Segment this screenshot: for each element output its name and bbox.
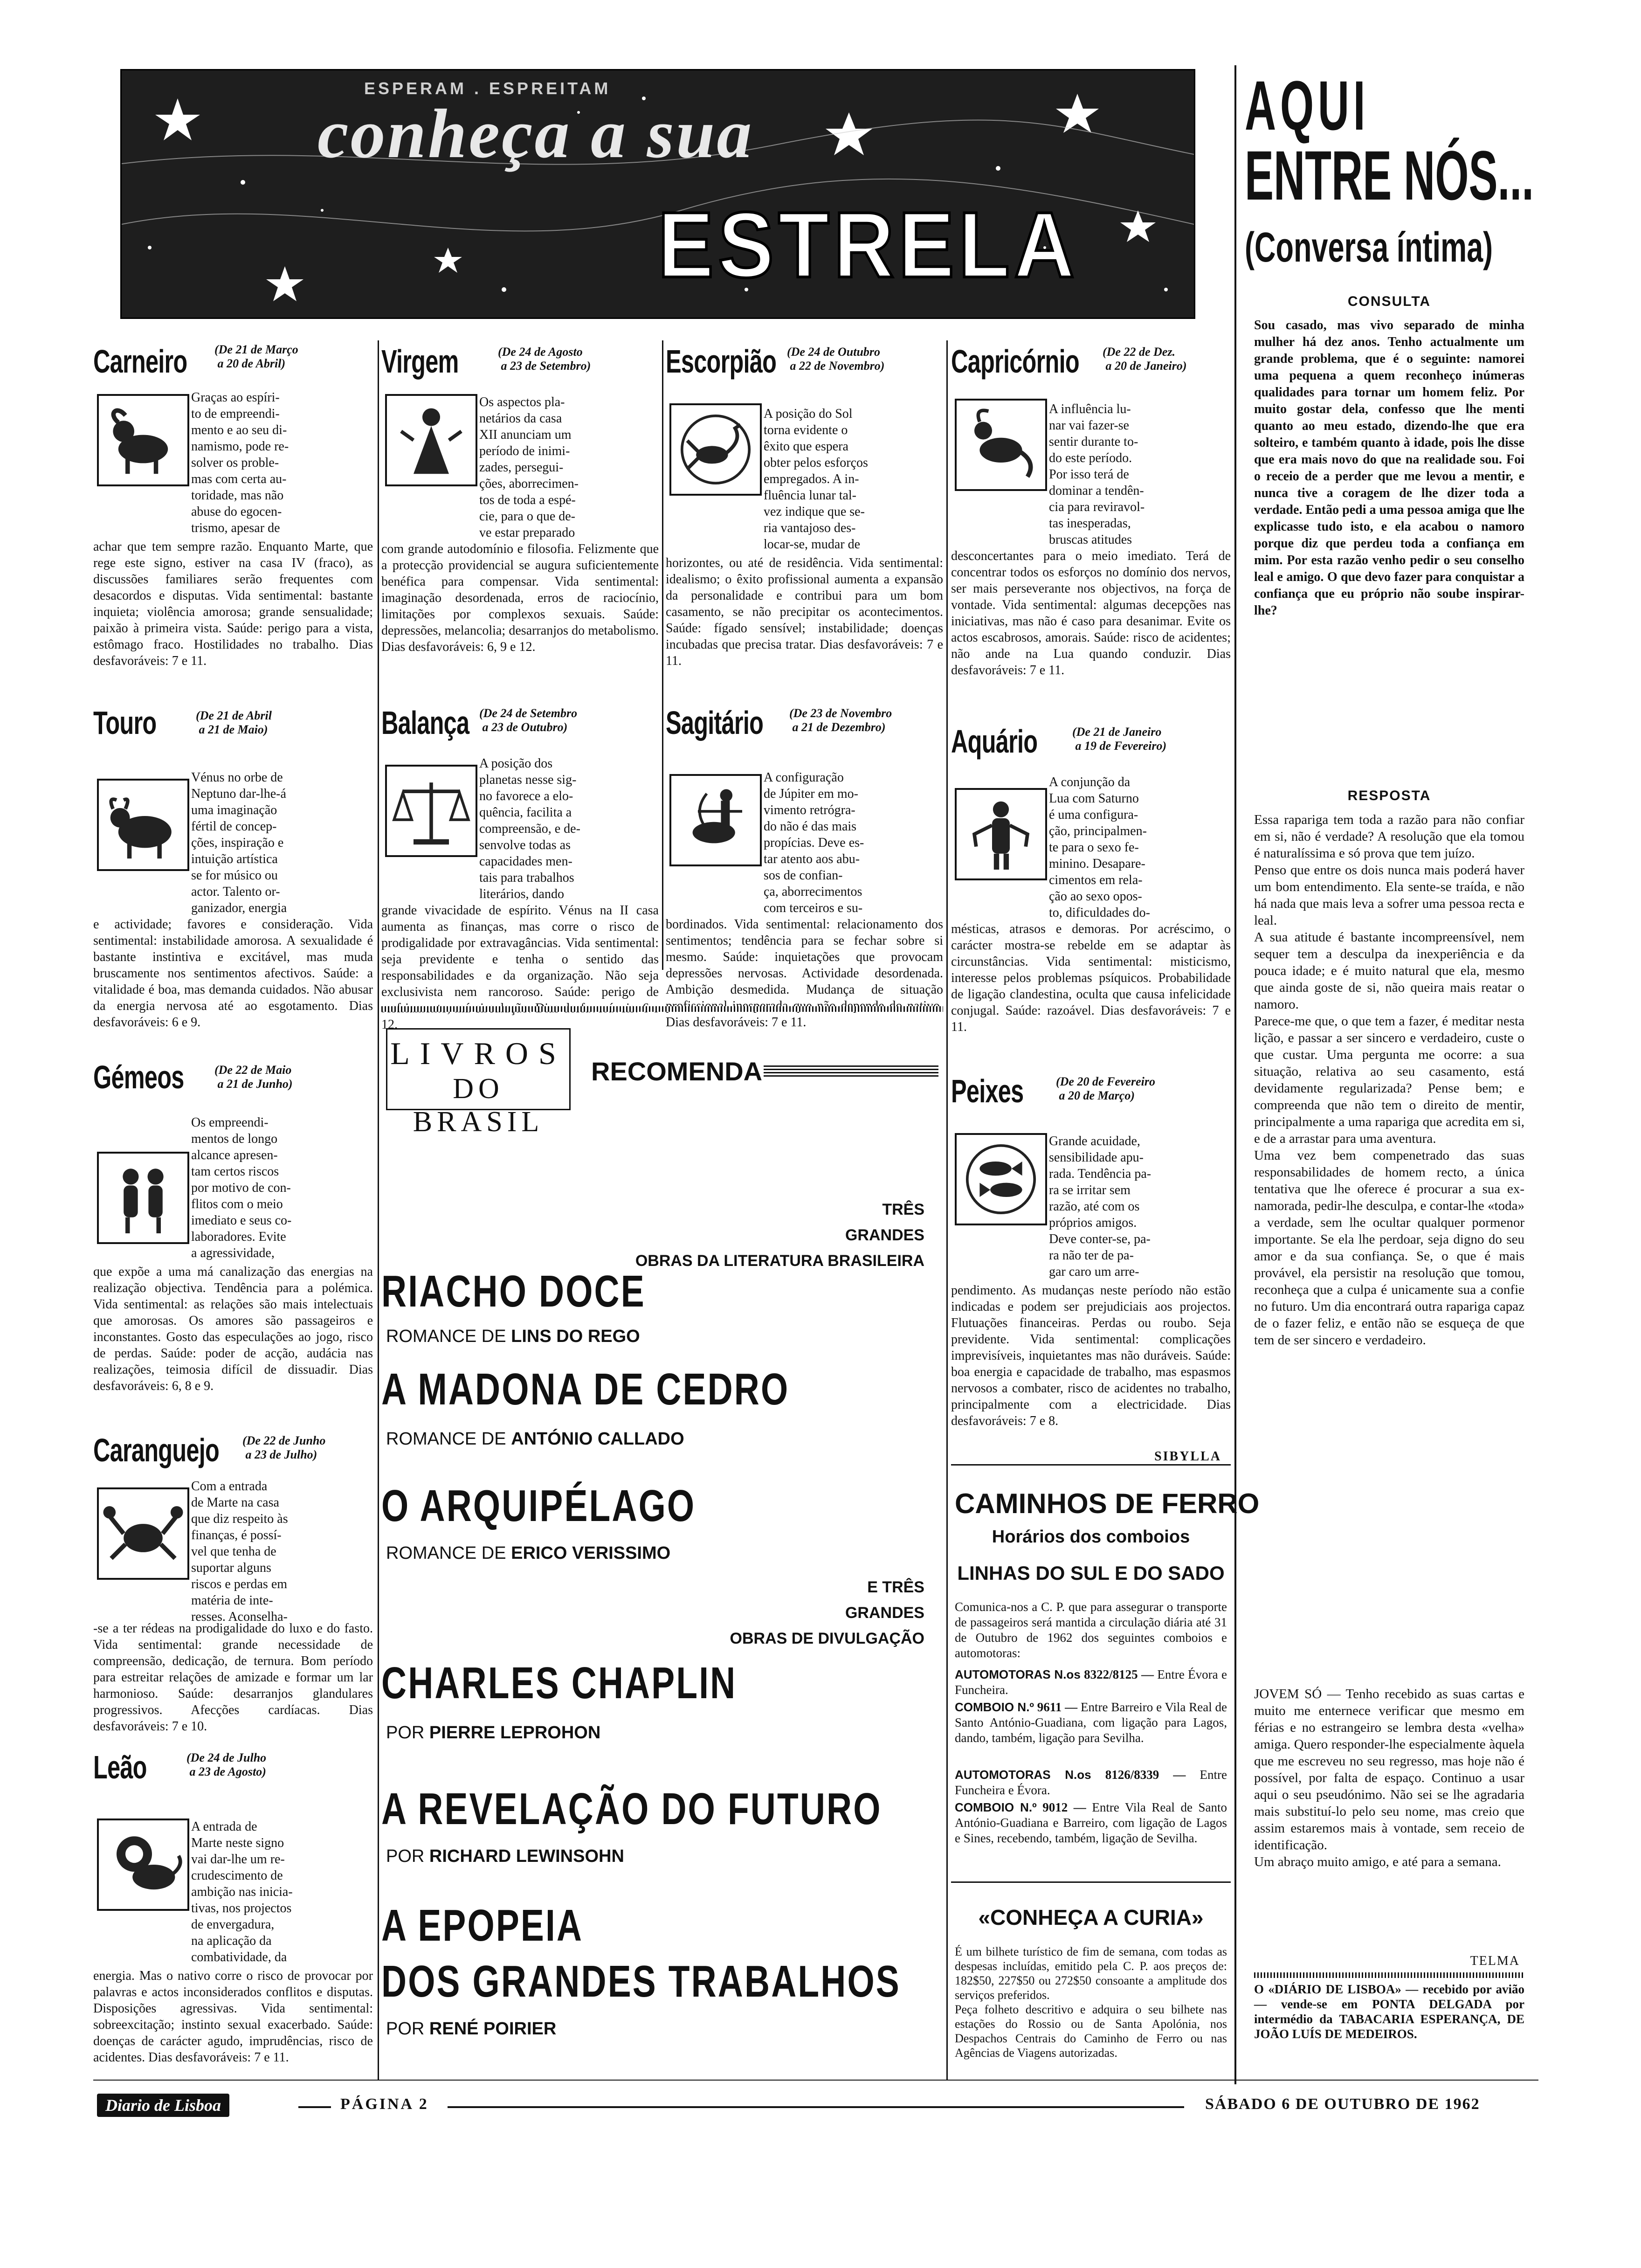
- book-title: CHARLES CHAPLIN: [381, 1658, 737, 1708]
- book-byline: [386, 1723, 600, 1743]
- book-byline: [386, 1543, 670, 1563]
- footer-masthead: Diario de Lisboa: [97, 2094, 229, 2117]
- books-logo: [386, 1028, 571, 1138]
- sign-text-full: pendimento. As mudanças neste período não estão indicadas e podem ser prejudiciais aos projectos. Flutuações financeiras. Perdas ou roubo. Seja previdente. Vida sentimental: complicações imprevisíveis, inquietantes mas não duráveis. Saúde: boa energia e capacidade de trabalho, mas espasmos nervosos a combater, risco de acidentes no trabalho, principalmente com a electricidade. Dias desfavoráveis: 7 e 8.: [951, 1283, 1231, 1428]
- sign-text-right: A posição dos planetas nesse sig- no favorece a elo- quência, facilita a compreensão, e de- senvolve todas as capacidades men- tais para trabalhos literários, dando: [479, 756, 580, 901]
- sign-text-full: com grande autodomínio e filosofia. Felizmente que a protecção providencial se augura suficientemente benéfica para compensar. Vida sentimental: imaginação desordenada, erros de raciocínio, limitações por complexos sexuais. Saúde: depressões, melancolia; desarranjos do metabolismo. Dias desfavoráveis: 6, 9 e 12.: [381, 542, 659, 654]
- sign-text-full: achar que tem sempre razão. Enquanto Marte, que rege este signo, estiver na casa IV (fraco), as discussões familiares serão frequentes com desacordos e disputas. Vida sentimental: bastante inquieta; violência amorosa; grande sensualidade; paixão à primeira vista. Saúde: perigo para a vista, estômago fraco. Hostilidades no trabalho. Dias desfavoráveis: 7 e 11.: [93, 539, 373, 668]
- rail-item-value: 8126/8339 —: [1105, 1768, 1186, 1782]
- column-rule-3: [946, 340, 948, 2080]
- sign-virgem: [381, 343, 659, 678]
- book-byline-prefix: POR: [386, 1723, 425, 1742]
- books-caption1-line1: TRÊS: [882, 1201, 924, 1218]
- banner-line2: ESTRELA: [658, 193, 1079, 297]
- books-caption2-line2: GRANDES: [845, 1604, 924, 1622]
- sign-balanca: [381, 704, 659, 1040]
- sign-text-right: Graças ao espíri- to de empreendi- mento e ao seu di- namismo, pode re- solver os proble- mas com certa au- toridade, mas não abuse do egocen- trismo, apesar de: [191, 390, 289, 535]
- sign-text-full: que expõe a uma má canalização das energias na realização objectiva. Tendência para a polémica. Vida sentimental: as relações são mais intelectuais que amorosas. Os amores são passageiros e inconstantes. Gosto das especulações ao jogo, risco de perdas. Saúde: poder de acção, audácia nas realizações, teimosia difícil de dissuadir. Dias desfavoráveis: 6, 8 e 9.: [93, 1265, 373, 1393]
- sign-title: Touro: [93, 705, 157, 741]
- footer-page: PÁGINA 2: [340, 2095, 429, 2113]
- banner-line1: conheça a sua: [317, 95, 754, 173]
- sign-gemeos: [93, 1058, 373, 1413]
- ram-icon: [99, 396, 187, 484]
- sign-icon: [385, 394, 477, 486]
- sign-text-right: A conjunção da Lua com Saturno é uma configura- ção, principalmen- te para o sexo fe- minino. Desapare- cimentos em rela- ção ao sexo opos- to, dificuldades do-: [1049, 775, 1150, 920]
- book-author: LINS DO REGO: [511, 1327, 640, 1346]
- footer-dash-1: [298, 2106, 331, 2108]
- sign-text-full: e actividade; favores e consideração. Vida sentimental: instabilidade amorosa. A sexualidade é bastante instintiva e excitável, mas muda bruscamente nos sentimentos afectivos. Saúde: a vitalidade é boa, mas demanda cuidados. Não abusar da energia nervosa até ao esgotamento. Dias desfavoráveis: 6 e 9.: [93, 917, 373, 1030]
- book-byline-prefix: POR: [386, 2019, 425, 2039]
- rail-intro: Comunica-nos a C. P. que para assegurar o transporte de passageiros será mantida a circulação diária até 31 de Outubro de 1962 dos seguintes comboios e automotoras:: [955, 1600, 1227, 1660]
- books-caption2-line3: OBRAS DE DIVULGAÇÃO: [730, 1630, 924, 1647]
- sign-text-full: mésticas, atrasos e demoras. Por acréscimo, o carácter mostra-se rebelde em se adaptar às circunstâncias. Vida sentimental: misticismo, interesse pelos problemas psíquicos. Probabilidade de ligação clandestina, oculta que causa infelicidade conjugal. Saúde: razoável. Dias desfavoráveis: 7 e 11.: [951, 922, 1231, 1034]
- sign-text-right: Com a entrada de Marte na casa que diz respeito às finanças, é possí- vel que tenha de suportar alguns riscos e perdas em matéria de inte- resses. Aconselha-: [191, 1479, 288, 1624]
- book-byline-prefix: ROMANCE DE: [386, 1543, 506, 1563]
- sign-dates: (De 24 de Agosto a 23 de Setembro): [498, 345, 591, 373]
- column-notice-rule: [1254, 1972, 1524, 1978]
- sign-touro: [93, 704, 373, 1040]
- sign-carneiro: [93, 343, 373, 678]
- rail-item-value: 9611 —: [1037, 1700, 1078, 1714]
- column-rule-2: [662, 340, 663, 970]
- rail-lines: LINHAS DO SUL E DO SADO: [957, 1562, 1225, 1584]
- scorpion-icon: [671, 405, 760, 494]
- book-author: ERICO VERISSIMO: [511, 1543, 671, 1563]
- sign-text-right: Grande acuidade, sensibilidade apu- rada. Tendência pa- ra se irritar sem razão, até com os próprios amigos. Deve conter-se, pa- ra não ter de pa- gar caro um arre-: [1049, 1134, 1151, 1279]
- sign-title: Leão: [93, 1749, 147, 1785]
- sign-title: Caranguejo: [93, 1432, 220, 1468]
- sign-icon: [97, 1819, 189, 1911]
- sign-icon: [385, 765, 477, 857]
- lion-icon: [99, 1820, 187, 1909]
- sign-icon: [97, 1487, 189, 1580]
- books-caption1-line3: OBRAS DA LITERATURA BRASILEIRA: [635, 1252, 924, 1270]
- rail-item-desc: Entre Barreiro e Vila Real de Santo António-Guadiana, com ligação para Lagos, dando, também, ligação para Sevilha.: [955, 1700, 1227, 1745]
- sign-dates: (De 21 de Março a 20 de Abril): [214, 343, 298, 370]
- sign-icon: [97, 779, 189, 871]
- footer-date: SÁBADO 6 DE OUTUBRO DE 1962: [1205, 2095, 1480, 2113]
- column-title-1: AQUI: [1245, 66, 1370, 145]
- sign-icon: [97, 1152, 189, 1244]
- books-advert: [381, 1019, 943, 2077]
- sign-text-full: grande vivacidade de espírito. Vénus na II casa aumenta as finanças, mas corre o risco de prodigalidade por extravagâncias. Vida sentimental: seja previdente e tenha o sentido das responsabilidades e da organização. Não seja exclusivista nem rancoroso. Saúde: perigo de 12.: [381, 903, 659, 1032]
- sign-text-right: A entrada de Marte neste signo vai dar-lhe um re- crudescimento de ambição nas inicia- tivas, nos projectos de envergadura, na aplicação da combatividade, da: [191, 1819, 293, 1964]
- resposta-heading: RESPOSTA: [1347, 788, 1431, 803]
- books-caption2-line1: E TRÊS: [867, 1578, 924, 1596]
- rail-item: [955, 1800, 1227, 1846]
- horoscope-banner: [120, 69, 1195, 319]
- rail-item-label: AUTOMOTORAS N.os: [955, 1768, 1091, 1782]
- book-byline: [386, 1846, 624, 1867]
- book-author: PIERRE LEPROHON: [429, 1723, 601, 1742]
- book-title: A REVELAÇÃO DO FUTURO: [381, 1784, 882, 1834]
- rail-item-desc: Entre Évora e Funcheira.: [955, 1667, 1227, 1697]
- sign-title: Escorpião: [666, 343, 777, 380]
- rail-item: [955, 1767, 1227, 1798]
- curia-title: «CONHEÇA A CURIA»: [978, 1905, 1204, 1929]
- archer-icon: [671, 776, 760, 864]
- book-byline: [386, 1327, 640, 1347]
- sign-dates: (De 24 de Setembro a 23 de Outubro): [479, 706, 578, 734]
- footer-rule: [93, 2080, 1538, 2081]
- sign-text-right: A configuração de Júpiter em mo- vimento retrógra- do não é das mais propícias. Deve es- tar atento aos abu- sos de confian- ça, aborrecimentos com terceiros e su-: [764, 770, 864, 915]
- sign-title: Balança: [381, 705, 469, 741]
- book-title: O ARQUIPÉLAGO: [381, 1481, 696, 1531]
- books-caption1-line2: GRANDES: [845, 1226, 924, 1244]
- sign-capricornio: [951, 343, 1231, 678]
- book-byline-prefix: POR: [386, 1846, 425, 1866]
- rail-item: [955, 1700, 1227, 1746]
- books-recommends: RECOMENDA: [591, 1057, 763, 1086]
- sign-icon: [955, 399, 1047, 491]
- banner-small-text: ESPERAM . ESPREITAM: [364, 79, 611, 98]
- jovem-text: JOVEM SÓ — Tenho recebido as suas cartas e muito me enternece verificar que mesmo em férias e no estrangeiro se lembra desta «velha» amiga. Quero responder-lhe especialmente àquela que me escreveu no seu regresso, mas hoje não é possível, por falta de espaço. Continuo a usar aqui o seu pseudónimo. Não sei se lhe agradaria mais substituí-lo pelo seu nome, mas creio que assim estaremos mais à vontade, sem receio de identificação. Um abraço muito amigo, e até para a semana.: [1254, 1687, 1524, 1869]
- sign-dates: (De 22 de Junho a 23 de Julho): [242, 1434, 326, 1461]
- sign-text-full: -se a ter rédeas na prodigalidade do luxo e do fasto. Vida sentimental: grande necessidade de compreensão, dedicação, de ternura. Bom período para estreitar relações de amizade e formar um lar harmonioso. Saúde: desarranjos glandulares progressivos. Afecções cardíacas. Dias desfavoráveis: 7 e 10.: [93, 1621, 373, 1734]
- sign-title: Virgem: [381, 343, 459, 380]
- resposta-text: Essa rapariga tem toda a razão para não confiar em si, não é verdade? A resolução que ela tomou é naturalíssima e só prova que tem juízo. Penso que entre os dois nunca mais poderá haver um bom entendimento. Ela sente-se traída, e não há nada que mais leva a sofrer uma pessoa recta e leal. A sua atitude é bastante incompreensível, nem sequer tem a desculpa da inexperiência e da pouca idade; e é muito natural que ela, mesmo que ainda goste de si, não queira mais reatar o namoro. Parece-me que, o que tem a fazer, é meditar nesta lição, e passar a ser sincero e verdadeiro, custe o que custar. Uma pergunta me ocorre: a sua situação, relativa ao seu casamento, está devidamente regularizada? Pense bem; e compreenda que não tem o direito de mentir, principalmente a uma rapariga que acredita em si, e de a arrastar para uma aventura. Uma vez bem compenetrado das suas responsabilidades de homem recto, a única tentativa que lhe oferece é procurar a sua ex-namorada, pedir-lhe desculpa, e contar-lhe «toda» a verdade, sem lhe ocultar qualquer pormenor importante. Se ela lhe perdoar, seja digno do seu amor e da sua confiança. Se, o que é mais provável, ela persistir na resolução que tomou, reconheça que a culpa é unicamente sua a confie no futuro. Um dia encontrará outra rapariga capaz de o fazer feliz, e então não se esqueça de que tem de ser sincero e verdadeiro.: [1254, 812, 1524, 1348]
- rail-item-desc: Entre Funcheira e Évora.: [955, 1768, 1227, 1797]
- book-title: RIACHO DOCE: [381, 1266, 646, 1316]
- curia-top-rule: [951, 1881, 1231, 1883]
- book-byline-prefix: ROMANCE DE: [386, 1327, 506, 1346]
- sign-text-full: energia. Mas o nativo corre o risco de provocar por palavras e actos inconsiderados conflitos e disputas. Disposições agressivas. Vida sentimental: sobreexcitação; instinto sexual exacerbado. Saúde: doenças de carácter agudo, imprudências, risco de acidentes. Dias desfavoráveis: 7 e 11.: [93, 1969, 373, 2065]
- sign-icon: [97, 394, 189, 486]
- consulta-heading: CONSULTA: [1347, 294, 1431, 309]
- sign-dates: (De 21 de Janeiro a 19 de Fevereiro): [1072, 725, 1167, 753]
- consulta-text: Sou casado, mas vivo separado de minha mulher há dez anos. Tenho actualmente um grande problema, que é o seguinte: namorei uma pequena a quem reconheço inúmeras qualidades para tornar um homem feliz. Por muito gostar dela, confesso que lhe menti quanto ao meu estado, dizendo-lhe que era solteiro, e também quanto à idade, pois lhe disse que era mais novo do que na realidade sou. Foi o receio de a perder que me levou a mentir, e nunca tive a coragem de lhe dizer toda a verdade. Então pedi a uma pessoa amiga que lhe explicasse tudo isto, e ela acabou o namoro porque diz que perdeu toda a confiança em mim. Por esta razão venho pedir o seu conselho leal e amigo. O que devo fazer para conquistar a confiança que eu próprio não soube inspirar-lhe?: [1254, 318, 1524, 618]
- book-byline: [386, 1429, 684, 1449]
- sign-text-full: bordinados. Vida sentimental: relacionamento dos sentimentos; tendência para se fechar sobre si mesmo. Saúde: inquietações que provocam depressões nervosas. Actividade desordenada. Ambição desmedida. Mudança de situação Dias desfavoráveis: 7 e 11.: [666, 917, 943, 1030]
- book-title: A MADONA DE CEDRO: [381, 1364, 790, 1414]
- sign-text-full: horizontes, ou até de residência. Vida sentimental: idealismo; o êxito profissional aumenta a expansão da personalidade e contribui para um bom casamento, se não precipitar os acontecimentos. Saúde: fígado sensível; instabilidade; doenças incubadas que precisa tratar. Dias desfavoráveis: 7 e 11.: [666, 556, 943, 668]
- sign-text-full: desconcertantes para o meio imediato. Terá de concentrar todos os esforços no domínio dos nervos, ser mais perseverante nos objectivos, na força de vontade. Vida sentimental: algumas decepções nas iniciativas, mas não é caso para desanimar. Evite os actos escabrosos, amorais. Saúde: risco de acidentes; não ande na Lua quando conduzir. Dias desfavoráveis: 7 e 11.: [951, 549, 1231, 678]
- sign-icon: [669, 403, 762, 496]
- goat-icon: [957, 401, 1045, 489]
- fishes-icon: [957, 1135, 1045, 1224]
- rail-item: [955, 1667, 1227, 1698]
- column-subtitle: (Conversa íntima): [1245, 224, 1493, 271]
- book-author: RENÉ POIRIER: [429, 2019, 557, 2039]
- rail-item-label: AUTOMOTORAS N.os: [955, 1667, 1081, 1681]
- virgin-icon: [387, 396, 476, 484]
- books-recommends-rule: [764, 1065, 938, 1077]
- water-bearer-icon: [957, 790, 1045, 878]
- footer-dash-2: [448, 2106, 1184, 2108]
- curia-text: É um bilhete turístico de fim de semana, com todas as despesas incluídas, emitido pela C. P. aos preços de: 182$50, 227$50 ou 272$50 consoante a amplitude dos serviços preferidos. Peça folheto descritivo e adquira o seu bilhete nas estações do Rossio ou de Santa Apolónia, nos Despachos Centrais do Caminho de Ferro ou nas Agências de Viagens autorizadas.: [955, 1945, 1227, 2060]
- sign-title: Capricórnio: [951, 343, 1079, 380]
- sign-icon: [669, 774, 762, 866]
- rail-item-value: 9012 —: [1042, 1800, 1086, 1814]
- sign-dates: (De 24 de Julho a 23 de Agosto): [186, 1751, 267, 1778]
- sign-escorpiao: [666, 343, 943, 678]
- sign-title: Peixes: [951, 1073, 1024, 1109]
- sign-dates: (De 22 de Dez. a 20 de Janeiro): [1103, 345, 1187, 373]
- sign-aquario: [951, 723, 1231, 1058]
- sign-text-right: A posição do Sol torna evidente o êxito que espera obter pelos esforços empregados. A in- fluência lunar tal- vez indique que se- ria vantajoso des- locar-se, mudar de: [764, 407, 868, 552]
- sign-icon: [955, 1133, 1047, 1225]
- sign-title: Aquário: [951, 723, 1038, 760]
- sign-peixes: [951, 1072, 1231, 1464]
- sign-text-right: Vénus no orbe de Neptuno dar-lhe-á uma imaginação fértil de concep- ções, inspiração e intuição artística se for músico ou actor. Talento or- ganizador, energia: [191, 770, 287, 915]
- notice-text: O «DIÁRIO DE LISBOA» — recebido por avião — vende-se em PONTA DELGADA por intermédio da TABACARIA ESPERANÇA, DE JOÃO LUÍS DE MEDEIROS.: [1254, 1982, 1524, 2041]
- sign-text-right: Os aspectos pla- netários da casa XII anunciam um período de inimi- zades, persegui- ções, aborrecimen- tos de toda a espé- cie, para o que de- ve estar preparado: [479, 395, 579, 540]
- sign-title: Carneiro: [93, 343, 187, 380]
- books-logo-line2: DO BRASIL: [413, 1073, 544, 1138]
- books-logo-line1: LIVROS: [390, 1036, 566, 1071]
- rail-item-label: COMBOIO N.º: [955, 1800, 1037, 1814]
- sign-text-right: A influência lu- nar vai fazer-se sentir durante to- do este período. Por isso terá de dominar a tendên- cia para reviravol- tas inesperadas, bruscas atitudes: [1049, 402, 1145, 547]
- rail-item-label: COMBOIO N.º: [955, 1700, 1034, 1714]
- sign-title: Sagitário: [666, 705, 764, 741]
- rail-item-desc: Entre Vila Real de Santo António-Guadiana e Barreiro, com ligação de Lagos e Sines, recebendo, também, ligação de Sevilha.: [955, 1800, 1227, 1845]
- rail-title: CAMINHOS DE FERRO: [955, 1488, 1260, 1519]
- scales-icon: [387, 767, 476, 855]
- book-byline: [386, 2019, 556, 2039]
- sign-dates: (De 21 de Abril a 21 de Maio): [196, 709, 272, 736]
- book-author: RICHARD LEWINSOHN: [429, 1846, 624, 1866]
- sign-sagitario: [666, 704, 943, 1040]
- book-title-line2: DOS GRANDES TRABALHOS: [381, 1957, 901, 2006]
- sign-dates: (De 23 de Novembro a 21 de Dezembro): [789, 706, 892, 734]
- book-title: A EPOPEIA: [381, 1901, 584, 1950]
- rail-item-value: 8322/8125 —: [1084, 1667, 1154, 1681]
- bull-icon: [99, 781, 187, 869]
- books-top-rule: [381, 1006, 943, 1012]
- sign-dates: (De 22 de Maio a 21 de Junho): [214, 1063, 293, 1091]
- horoscope-signature: SIBYLLA: [1154, 1449, 1221, 1464]
- rail-notice: [951, 1469, 1260, 1902]
- column-signature: TELMA: [1470, 1954, 1520, 1968]
- rail-subtitle: Horários dos comboios: [992, 1527, 1190, 1547]
- rail-top-rule: [951, 1464, 1231, 1466]
- sign-dates: (De 24 de Outubro a 22 de Novembro): [787, 345, 885, 373]
- twins-icon: [99, 1154, 187, 1242]
- crab-icon: [99, 1489, 187, 1578]
- curia-notice: [951, 1886, 1231, 2082]
- sign-dates: (De 20 de Fevereiro a 20 de Março): [1056, 1075, 1155, 1102]
- sign-caranguejo: [93, 1431, 373, 1734]
- book-byline-prefix: ROMANCE DE: [386, 1429, 506, 1449]
- sign-leao: [93, 1749, 373, 2066]
- advice-column: [1240, 65, 1538, 2089]
- column-rule-1: [378, 340, 379, 2080]
- sign-icon: [955, 788, 1047, 880]
- sign-text-right: Os empreendi- mentos de longo alcance apresen- tam certos riscos por motivo de con- flitos com o meio imediato e seus co- laboradores. Evite a agressividade,: [191, 1115, 292, 1260]
- column-rule-4: [1234, 65, 1236, 2084]
- sign-title: Gémeos: [93, 1059, 184, 1095]
- book-author: ANTÓNIO CALLADO: [511, 1429, 684, 1449]
- column-title-2: ENTRE NÓS...: [1245, 136, 1534, 214]
